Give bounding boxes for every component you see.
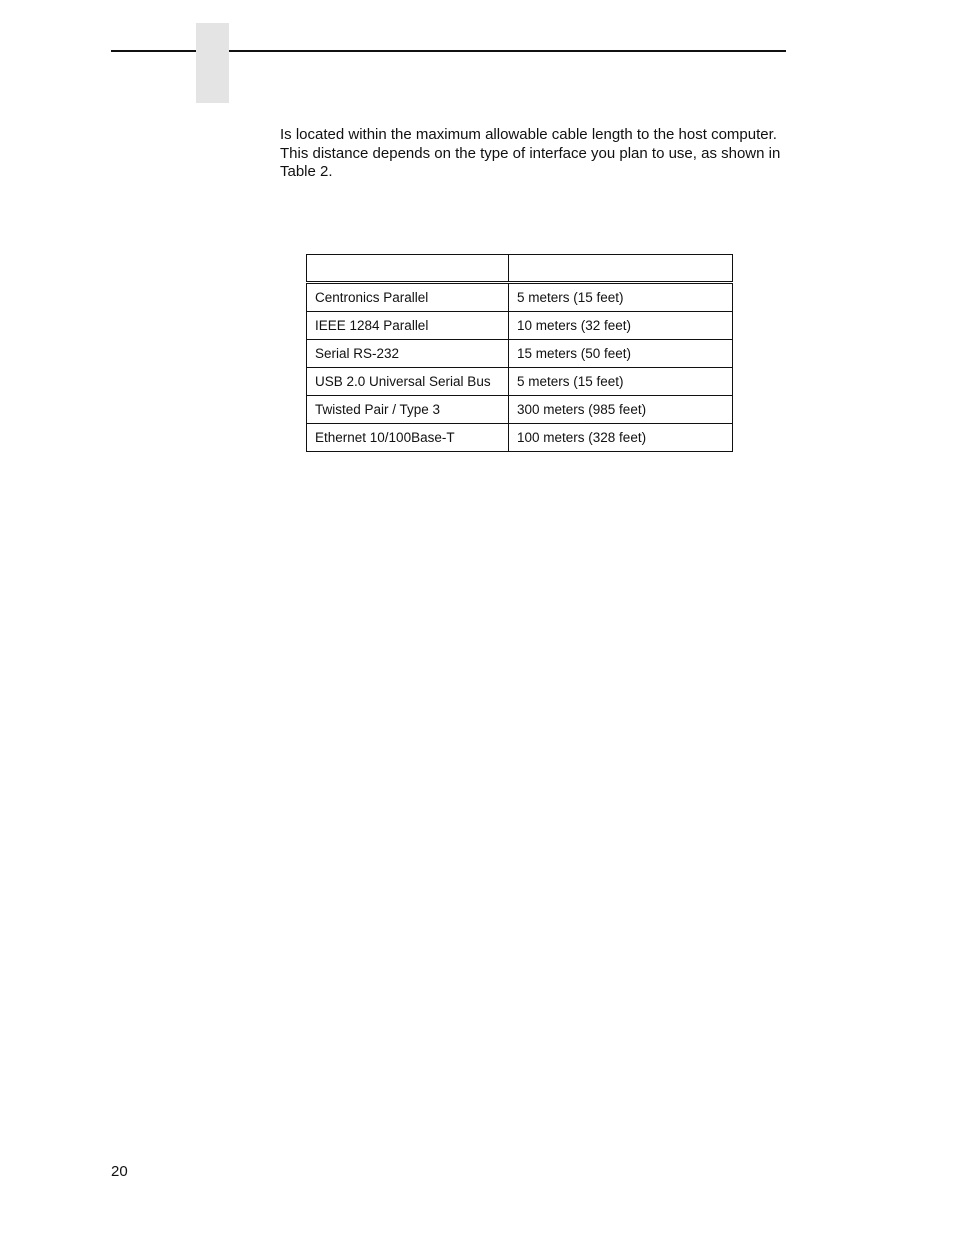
- cell-max-length: 5 meters (15 feet): [509, 368, 733, 396]
- table-row: [307, 283, 733, 312]
- header-rule-left: [111, 50, 196, 52]
- cable-length-table: [306, 254, 733, 452]
- chapter-tab: [196, 23, 229, 103]
- cell-max-length: 15 meters (50 feet): [509, 340, 733, 368]
- header-max-length: [509, 255, 733, 283]
- cell-interface: Centronics Parallel: [307, 283, 509, 312]
- cell-max-length: 5 meters (15 feet): [509, 283, 733, 312]
- cell-interface: Ethernet 10/100Base-T: [307, 424, 509, 452]
- cell-max-length: 10 meters (32 feet): [509, 312, 733, 340]
- cell-max-length: 300 meters (985 feet): [509, 396, 733, 424]
- cell-interface: IEEE 1284 Parallel: [307, 312, 509, 340]
- header-interface: [307, 255, 509, 283]
- table-row: [307, 424, 733, 452]
- table-row: [307, 396, 733, 424]
- cell-interface: Twisted Pair / Type 3: [307, 396, 509, 424]
- page-number: 20: [111, 1163, 128, 1180]
- table-header-row: [307, 255, 733, 283]
- intro-paragraph: Is located within the maximum allowable cable length to the host computer. This distance depends on the type of interface you plan to use, as shown in Table 2.: [280, 126, 781, 180]
- cell-max-length: 100 meters (328 feet): [509, 424, 733, 452]
- cell-interface: Serial RS-232: [307, 340, 509, 368]
- table-row: [307, 312, 733, 340]
- table-row: [307, 340, 733, 368]
- header-rule-right: [229, 50, 786, 52]
- cell-interface: USB 2.0 Universal Serial Bus: [307, 368, 509, 396]
- table-row: [307, 368, 733, 396]
